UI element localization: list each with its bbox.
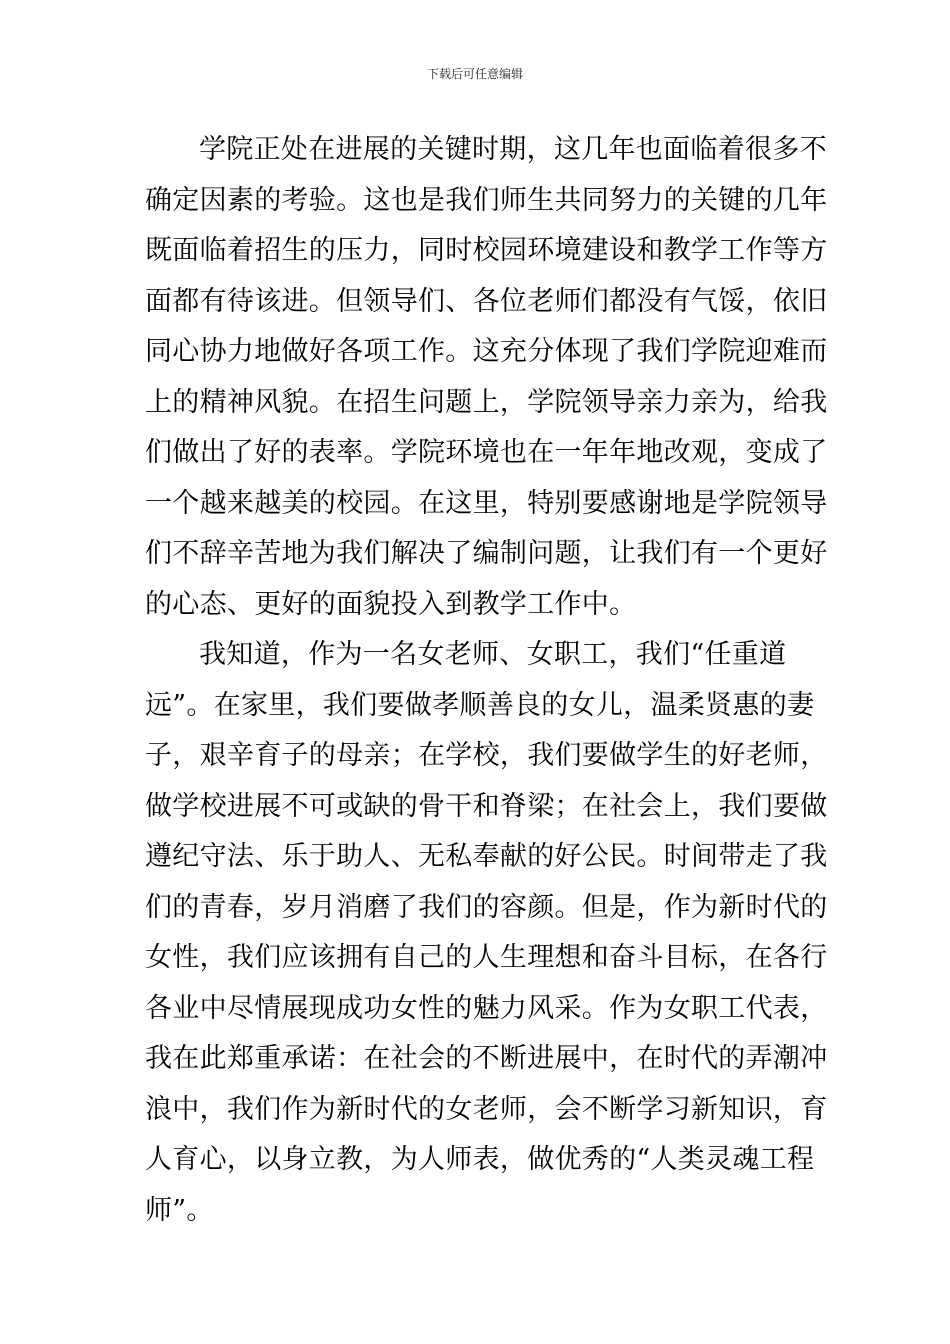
text-line: 一个越来越美的校园。在这里，特别要感谢地是学院领导	[145, 487, 828, 519]
text-line: 上的精神风貌。在招生问题上，学院领导亲力亲为，给我	[145, 386, 828, 418]
text-line: 既面临着招生的压力，同时校园环境建设和教学工作等方	[145, 235, 828, 266]
text-line: 各业中尽情展现成功女性的魅力风采。作为女职工代表，	[145, 992, 828, 1024]
body-text	[145, 125, 828, 1236]
text-line: 学院正处在进展的关键时期，这几年也面临着很多不	[199, 134, 827, 165]
text-line: 们做出了好的表率。学院环境也在一年年地改观，变成了	[145, 437, 828, 468]
text-line: 师”。	[145, 1194, 214, 1226]
text-line: 远”。在家里，我们要做孝顺善良的女儿，温柔贤惠的妻	[145, 689, 815, 721]
text-line: 我知道，作为一名女老师、女职工，我们“任重道	[199, 639, 787, 670]
text-line: 女性，我们应该拥有自己的人生理想和奋斗目标，在各行	[145, 942, 828, 973]
text-line: 确定因素的考验。这也是我们师生共同努力的关键的几年	[145, 184, 828, 216]
text-line: 们的青春，岁月消磨了我们的容颜。但是，作为新时代的	[145, 891, 828, 923]
text-line: 做学校进展不可或缺的骨干和脊梁；在社会上，我们要做	[145, 790, 828, 822]
header-note: 下载后可任意编辑	[426, 67, 523, 81]
paragraph-1	[145, 125, 828, 630]
text-line: 同心协力地做好各项工作。这充分体现了我们学院迎难而	[145, 336, 828, 367]
paragraph-2	[145, 630, 828, 1236]
text-line: 们不辞辛苦地为我们解决了编制问题，让我们有一个更好	[145, 538, 828, 569]
text-line: 子，艰辛育子的母亲；在学校，我们要做学生的好老师，	[145, 740, 828, 771]
text-line: 人育心，以身立教，为人师表，做优秀的“人类灵魂工程	[145, 1144, 815, 1175]
text-line: 面都有待该进。但领导们、各位老师们都没有气馁，依旧	[145, 285, 828, 317]
text-line: 遵纪守法、乐于助人、无私奉献的好公民。时间带走了我	[145, 841, 828, 872]
text-line: 我在此郑重承诺：在社会的不断进展中，在时代的弄潮冲	[145, 1043, 828, 1074]
text-line: 的心态、更好的面貌投入到教学工作中。	[145, 588, 637, 620]
text-line: 浪中，我们作为新时代的女老师，会不断学习新知识，育	[145, 1093, 828, 1125]
